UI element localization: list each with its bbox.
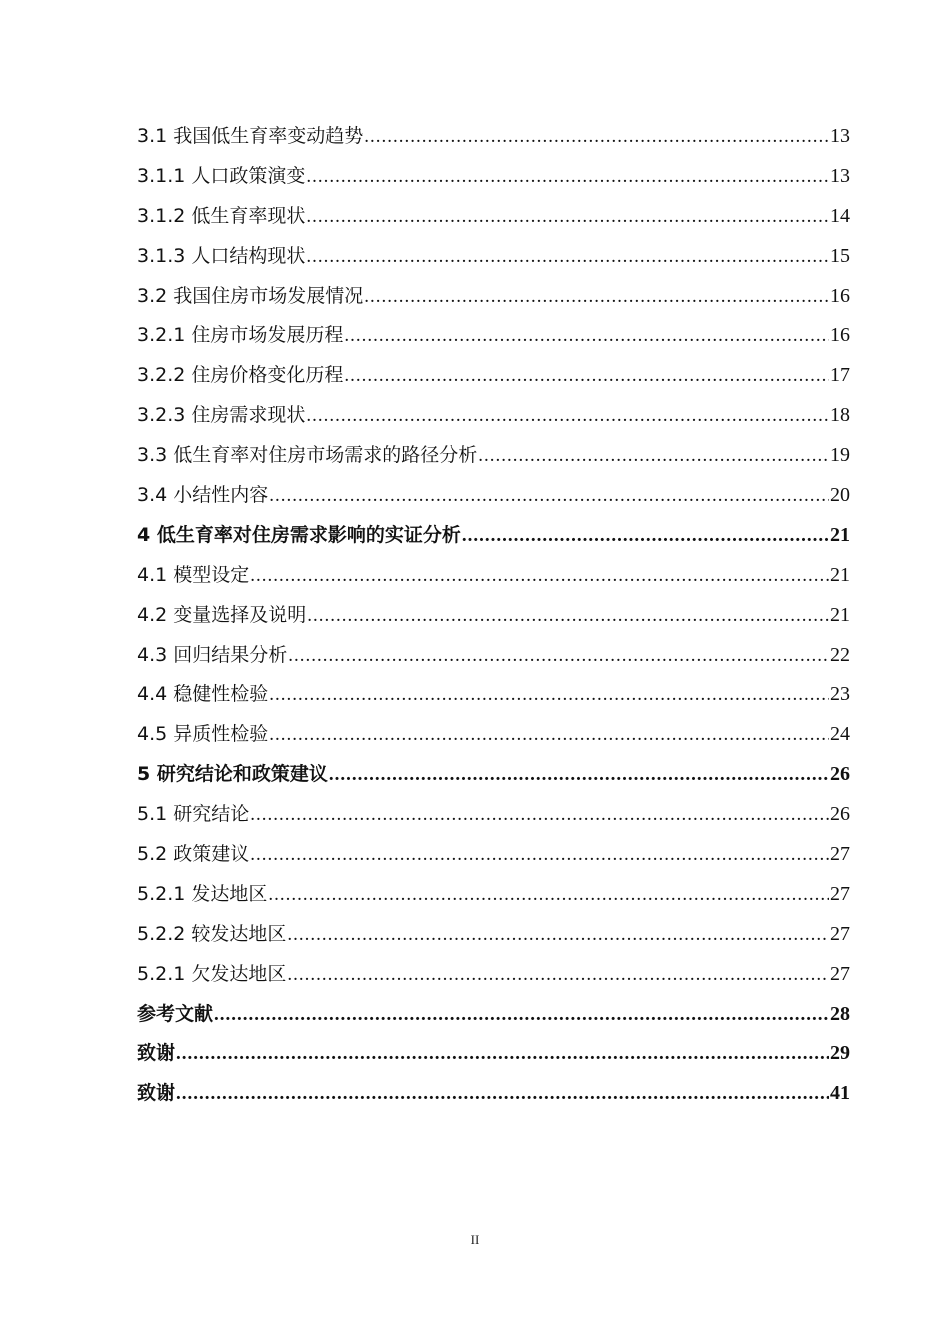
toc-entry-title: 4 低生育率对住房需求影响的实证分析 <box>137 523 461 546</box>
toc-entry[interactable] <box>137 955 850 995</box>
toc-entry-title: 5.2.2 较发达地区 <box>137 922 287 945</box>
toc-entry-title: 参考文献 <box>137 1002 214 1025</box>
dot-leader <box>214 995 829 1035</box>
toc-entry-title: 5.1 研究结论 <box>137 803 250 826</box>
toc-entry-title: 3.1.3 人口结构现状 <box>137 244 306 267</box>
dot-leader <box>287 915 829 955</box>
toc-entry[interactable] <box>137 316 850 356</box>
toc-entry-page-number: 17 <box>830 364 850 387</box>
toc-entry-title: 5 研究结论和政策建议 <box>137 763 328 786</box>
toc-entry[interactable] <box>137 755 850 795</box>
toc-entry-page-number: 16 <box>830 324 850 347</box>
toc-entry-title: 5.2 政策建议 <box>137 843 250 866</box>
toc-entry[interactable] <box>137 157 850 197</box>
dot-leader <box>478 436 829 476</box>
toc-entry-title: 3.3 低生育率对住房市场需求的路径分析 <box>137 444 478 467</box>
toc-entry[interactable] <box>137 675 850 715</box>
dot-leader <box>364 117 829 157</box>
dot-leader <box>287 955 829 995</box>
toc-entry[interactable] <box>137 356 850 396</box>
toc-entry[interactable] <box>137 1074 850 1114</box>
dot-leader <box>176 1034 829 1074</box>
toc-entry-page-number: 24 <box>830 723 850 746</box>
dot-leader <box>306 237 829 277</box>
toc-entry-page-number: 21 <box>830 603 850 626</box>
toc-entry-title: 3.1.2 低生育率现状 <box>137 204 306 227</box>
dot-leader <box>268 875 829 915</box>
toc-entry-page-number: 41 <box>830 1082 850 1105</box>
dot-leader <box>307 596 829 636</box>
toc-entry-title: 致谢 <box>137 1042 176 1065</box>
toc-entry-page-number: 27 <box>830 882 850 905</box>
dot-leader <box>344 316 829 356</box>
page-number: II <box>470 1232 480 1247</box>
dot-leader <box>306 396 829 436</box>
toc-entry-page-number: 28 <box>830 1002 850 1025</box>
toc-entry[interactable] <box>137 1034 850 1074</box>
toc-entry-page-number: 21 <box>830 523 850 546</box>
toc-entry-page-number: 13 <box>830 125 850 147</box>
toc-entry-page-number: 13 <box>830 164 850 187</box>
toc-entry[interactable] <box>137 995 850 1035</box>
toc-entry[interactable] <box>137 795 850 835</box>
toc-entry-page-number: 29 <box>830 1042 850 1065</box>
toc-entry-title: 3.1 我国低生育率变动趋势 <box>137 125 364 147</box>
dot-leader <box>250 835 829 875</box>
toc-entry-title: 3.1.1 人口政策演变 <box>137 164 306 187</box>
toc-entry-title: 3.2.1 住房市场发展历程 <box>137 324 344 347</box>
dot-leader <box>269 476 829 516</box>
toc-entry[interactable] <box>137 875 850 915</box>
toc-entry-page-number: 15 <box>830 244 850 267</box>
toc-entry-page-number: 23 <box>830 683 850 706</box>
toc-entry-title: 4.3 回归结果分析 <box>137 643 288 666</box>
toc-entry[interactable] <box>137 436 850 476</box>
toc-entry-title: 4.2 变量选择及说明 <box>137 603 307 626</box>
dot-leader <box>462 516 829 556</box>
toc-entry-title: 致谢 <box>137 1082 176 1105</box>
toc-entry[interactable] <box>137 596 850 636</box>
toc-entry-page-number: 27 <box>830 962 850 985</box>
dot-leader <box>250 556 829 596</box>
toc-entry-page-number: 18 <box>830 404 850 427</box>
dot-leader <box>329 755 829 795</box>
toc-entry[interactable] <box>137 835 850 875</box>
toc-entry[interactable] <box>137 915 850 955</box>
toc-entry[interactable] <box>137 636 850 676</box>
dot-leader <box>344 356 829 396</box>
dot-leader <box>269 675 829 715</box>
toc-entry[interactable] <box>137 516 850 556</box>
toc-entry-page-number: 19 <box>830 444 850 467</box>
dot-leader <box>306 197 829 237</box>
toc-entry-page-number: 22 <box>830 643 850 666</box>
toc-entry[interactable] <box>137 476 850 516</box>
dot-leader <box>288 636 829 676</box>
toc-entry-page-number: 16 <box>830 284 850 307</box>
toc-entry-title: 4.4 稳健性检验 <box>137 683 269 706</box>
dot-leader <box>269 715 829 755</box>
toc-entry[interactable] <box>137 197 850 237</box>
toc-entry[interactable] <box>137 715 850 755</box>
toc-entry-title: 5.2.1 欠发达地区 <box>137 962 287 985</box>
toc-entry-page-number: 26 <box>830 803 850 826</box>
toc-entry-page-number: 20 <box>830 484 850 507</box>
toc-entry-page-number: 21 <box>830 563 850 586</box>
dot-leader <box>364 277 829 317</box>
toc-entry[interactable] <box>137 396 850 436</box>
toc-entry-title: 5.2.1 发达地区 <box>137 882 268 905</box>
dot-leader <box>176 1074 829 1114</box>
toc-entry[interactable] <box>137 237 850 277</box>
toc-entry-page-number: 27 <box>830 843 850 866</box>
toc-entry-title: 3.2 我国住房市场发展情况 <box>137 284 364 307</box>
dot-leader <box>250 795 829 835</box>
toc-entry-page-number: 27 <box>830 922 850 945</box>
table-of-contents <box>137 117 850 1114</box>
toc-entry-title: 4.5 异质性检验 <box>137 723 269 746</box>
toc-entry-title: 3.2.2 住房价格变化历程 <box>137 364 344 387</box>
toc-entry-page-number: 14 <box>830 204 850 227</box>
toc-entry-title: 3.2.3 住房需求现状 <box>137 404 306 427</box>
dot-leader <box>306 157 829 197</box>
toc-entry-title: 3.4 小结性内容 <box>137 484 269 507</box>
toc-entry-title: 4.1 模型设定 <box>137 563 250 586</box>
toc-entry-page-number: 26 <box>830 763 850 786</box>
toc-entry[interactable] <box>137 556 850 596</box>
toc-entry[interactable] <box>137 277 850 317</box>
toc-entry[interactable] <box>137 117 850 157</box>
